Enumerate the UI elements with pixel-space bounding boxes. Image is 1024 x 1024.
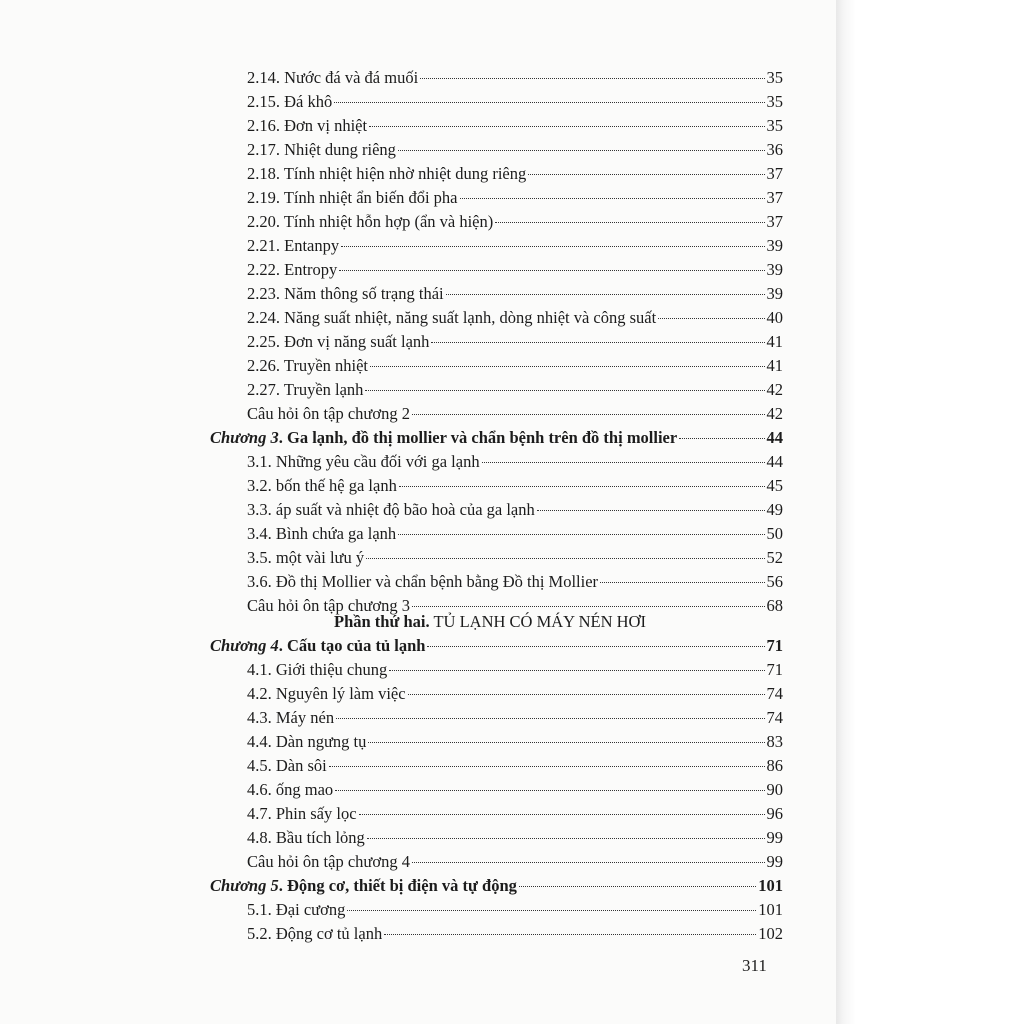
toc-entry-title: . Ga lạnh, đồ thị mollier và chẩn bệnh trên đồ thị mollier: [278, 428, 678, 447]
toc-entry-label: [247, 331, 429, 353]
toc-entry-title: 2.22. Entropy: [247, 260, 338, 279]
toc-entry-title: 2.16. Đơn vị nhiệt: [247, 116, 368, 135]
dot-leader: [366, 558, 764, 559]
toc-chapter-entry: [210, 427, 783, 449]
dot-leader: [341, 246, 764, 247]
dot-leader: [370, 366, 764, 367]
toc-entry-title: . Động cơ, thiết bị điện và tự động: [278, 876, 517, 895]
dot-leader: [495, 222, 764, 223]
toc-entry-title: 3.2. bốn thế hệ ga lạnh: [247, 476, 397, 495]
chapter-prefix: Chương 3: [210, 428, 279, 447]
dot-leader: [339, 270, 764, 271]
toc-entry-title: Câu hỏi ôn tập chương 4: [247, 852, 410, 871]
dot-leader: [365, 390, 764, 391]
dot-leader: [329, 766, 765, 767]
chapter-prefix: Chương 4: [210, 636, 279, 655]
toc-entry: [247, 259, 783, 281]
dot-leader: [412, 862, 765, 863]
toc-chapter-entry: [210, 635, 783, 657]
toc-page-number: 37: [766, 212, 783, 231]
dot-leader: [446, 294, 765, 295]
toc-entry-title: 2.24. Năng suất nhiệt, năng suất lạnh, dòng nhiệt và công suất: [247, 308, 657, 327]
toc-entry-title: 4.8. Bầu tích lỏng: [247, 828, 365, 847]
dot-leader: [336, 718, 764, 719]
dot-leader: [389, 670, 764, 671]
toc-entry: [247, 731, 783, 753]
toc-entry: [247, 403, 783, 425]
toc-entry-label: [210, 427, 677, 449]
toc-entry: [247, 355, 783, 377]
toc-page-number: 42: [766, 404, 783, 423]
toc-page-number: 35: [766, 116, 783, 135]
dot-leader: [600, 582, 764, 583]
toc-page-number: 90: [766, 780, 783, 799]
toc-entry-label: [247, 91, 332, 113]
toc-entry-label: [247, 187, 458, 209]
toc-page-number: 37: [766, 188, 783, 207]
toc-page-number: 41: [766, 356, 783, 375]
toc-entry-label: [247, 379, 363, 401]
dot-leader: [519, 886, 756, 887]
toc-entry-label: [247, 163, 526, 185]
toc-entry-label: [247, 235, 339, 257]
toc-entry: [247, 187, 783, 209]
toc-page-number: 74: [766, 708, 783, 727]
toc-entry: [247, 67, 783, 89]
toc-page-number: 45: [766, 476, 783, 495]
toc-entry-label: [247, 307, 656, 329]
toc-entry-label: [247, 259, 337, 281]
dot-leader: [335, 790, 764, 791]
toc-entry-title: 4.3. Máy nén: [247, 708, 335, 727]
toc-page-number: 39: [766, 284, 783, 303]
toc-entry: [247, 331, 783, 353]
toc-entry-label: [247, 475, 397, 497]
toc-entry-label: [247, 851, 410, 873]
toc-entry-label: [247, 67, 418, 89]
toc-entry-label: [247, 779, 333, 801]
toc-entry-label: [210, 875, 517, 897]
toc-entry-label: [247, 923, 382, 945]
toc-entry-label: [247, 451, 480, 473]
dot-leader: [679, 438, 764, 439]
toc-page-number: 99: [766, 828, 783, 847]
toc-page-number: 41: [766, 332, 783, 351]
toc-entry: [247, 755, 783, 777]
toc-entry-title: 2.19. Tính nhiệt ẩn biến đổi pha: [247, 188, 458, 207]
toc-entry-label: [247, 211, 493, 233]
toc-entry-label: [210, 635, 425, 657]
toc-entry-label: [247, 355, 368, 377]
toc-page-number: 50: [766, 524, 783, 543]
toc-page-number: 42: [766, 380, 783, 399]
toc-page-number: 39: [766, 260, 783, 279]
dot-leader: [368, 742, 764, 743]
toc-entry-label: [247, 571, 598, 593]
toc-entry: [247, 659, 783, 681]
toc-page-number: 36: [766, 140, 783, 159]
toc-page-number: 71: [766, 660, 783, 679]
toc-entry-title: 3.6. Đồ thị Mollier và chẩn bệnh bằng Đồ thị Mollier: [247, 572, 599, 591]
toc-entry-title: 2.17. Nhiệt dung riêng: [247, 140, 396, 159]
dot-leader: [412, 414, 765, 415]
toc-entry: [247, 827, 783, 849]
dot-leader: [369, 126, 764, 127]
toc-page-number: 83: [766, 732, 783, 751]
page-edge-shadow: [836, 0, 1024, 1024]
chapter-prefix: Chương 5: [210, 876, 279, 895]
toc-entry: [247, 115, 783, 137]
part-title: TỦ LẠNH CÓ MÁY NÉN HƠI: [429, 612, 646, 631]
dot-leader: [427, 646, 764, 647]
toc-entry-label: [247, 499, 535, 521]
toc-entry-label: [247, 803, 357, 825]
toc-entry-title: 3.5. một vài lưu ý: [247, 548, 365, 567]
dot-leader: [658, 318, 764, 319]
toc-page-number: 74: [766, 684, 783, 703]
toc-page-number: 68: [766, 596, 783, 615]
toc-entry-title: 2.23. Năm thông số trạng thái: [247, 284, 444, 303]
toc-entry-title: 4.2. Nguyên lý làm việc: [247, 684, 406, 703]
toc-entry: [247, 707, 783, 729]
dot-leader: [384, 934, 756, 935]
part-head: Phần thứ hai.: [334, 612, 430, 631]
toc-page-number: 101: [758, 900, 783, 919]
toc-entry-label: [247, 827, 365, 849]
toc-entry-title: 2.27. Truyền lạnh: [247, 380, 364, 399]
toc-entry-label: [247, 547, 364, 569]
toc-entry: [247, 923, 783, 945]
toc-entry-title: 4.4. Dàn ngưng tụ: [247, 732, 367, 751]
toc-page-number: 86: [766, 756, 783, 775]
toc-page-number: 101: [758, 876, 783, 895]
toc-entry-title: 4.7. Phin sấy lọc: [247, 804, 357, 823]
dot-leader: [460, 198, 765, 199]
toc-entry-label: [247, 659, 387, 681]
toc-entry-label: [247, 899, 345, 921]
toc-entry: [247, 779, 783, 801]
toc-page-number: 52: [766, 548, 783, 567]
dot-leader: [408, 694, 765, 695]
toc-entry-title: Câu hỏi ôn tập chương 3: [247, 596, 410, 615]
toc-page-number: 99: [766, 852, 783, 871]
toc-entry: [247, 851, 783, 873]
toc-entry-title: 2.14. Nước đá và đá muối: [247, 68, 419, 87]
toc-entry: [247, 523, 783, 545]
dot-leader: [482, 462, 765, 463]
toc-entry: [247, 211, 783, 233]
toc-entry-label: [247, 731, 366, 753]
dot-leader: [398, 534, 764, 535]
dot-leader: [347, 910, 756, 911]
dot-leader: [431, 342, 764, 343]
toc-entry-label: [247, 707, 334, 729]
toc-entry: [247, 683, 783, 705]
toc-entry: [247, 235, 783, 257]
dot-leader: [399, 486, 765, 487]
dot-leader: [420, 78, 764, 79]
dot-leader: [528, 174, 764, 175]
toc-page-number: 35: [766, 68, 783, 87]
toc-entry-title: Câu hỏi ôn tập chương 2: [247, 404, 410, 423]
toc-entry: [247, 899, 783, 921]
toc-entry: [247, 547, 783, 569]
toc-entry: [247, 803, 783, 825]
toc-entry-title: 2.25. Đơn vị năng suất lạnh: [247, 332, 430, 351]
toc-entry: [247, 307, 783, 329]
toc-entry: [247, 139, 783, 161]
part-heading: [334, 611, 646, 633]
toc-entry-title: 3.4. Bình chứa ga lạnh: [247, 524, 397, 543]
dot-leader: [537, 510, 765, 511]
toc-page-number: 102: [758, 924, 783, 943]
toc-entry: [247, 451, 783, 473]
toc-entry: [247, 163, 783, 185]
toc-entry-label: [247, 115, 367, 137]
toc-page-number: 71: [766, 636, 783, 655]
toc-page-number: 49: [766, 500, 783, 519]
toc-entry-label: [247, 755, 327, 777]
toc-entry-title: 2.15. Đá khô: [247, 92, 333, 111]
toc-page-number: 35: [766, 92, 783, 111]
toc-entry-label: [247, 403, 410, 425]
toc-entry: [247, 283, 783, 305]
dot-leader: [334, 102, 764, 103]
toc-chapter-entry: [210, 875, 783, 897]
dot-leader: [412, 606, 765, 607]
toc-entry-title: 5.2. Động cơ tủ lạnh: [247, 924, 383, 943]
toc-entry: [247, 91, 783, 113]
toc-entry-title: 4.6. ống mao: [247, 780, 334, 799]
toc-page-number: 37: [766, 164, 783, 183]
toc-entry-label: [247, 683, 406, 705]
toc-entry-label: [247, 523, 396, 545]
toc-entry-label: [247, 283, 444, 305]
toc-entry: [247, 475, 783, 497]
toc-page-number: 44: [766, 452, 783, 471]
toc-entry-title: 3.1. Những yêu cầu đối với ga lạnh: [247, 452, 480, 471]
toc-page-number: 44: [766, 428, 783, 447]
toc-entry-label: [247, 139, 396, 161]
dot-leader: [367, 838, 765, 839]
toc-entry: [247, 379, 783, 401]
dot-leader: [398, 150, 765, 151]
toc-entry-title: 5.1. Đại cương: [247, 900, 346, 919]
toc-entry-title: . Cấu tạo của tủ lạnh: [278, 636, 426, 655]
toc-page-number: 56: [766, 572, 783, 591]
dot-leader: [359, 814, 765, 815]
toc-entry-title: 2.21. Entanpy: [247, 236, 340, 255]
toc-page-number: 96: [766, 804, 783, 823]
page-number: 311: [742, 956, 767, 975]
toc-entry-title: 2.20. Tính nhiệt hỗn hợp (ẩn và hiện): [247, 212, 494, 231]
toc-entry: [247, 571, 783, 593]
toc-page-number: 39: [766, 236, 783, 255]
toc-entry-title: 4.1. Giới thiệu chung: [247, 660, 388, 679]
toc-entry-title: 4.5. Dàn sôi: [247, 756, 327, 775]
toc-entry-title: 3.3. áp suất và nhiệt độ bão hoà của ga lạnh: [247, 500, 535, 519]
toc-entry-title: 2.26. Truyền nhiệt: [247, 356, 369, 375]
toc-page-number: 40: [766, 308, 783, 327]
toc-entry: [247, 499, 783, 521]
toc-entry-title: 2.18. Tính nhiệt hiện nhờ nhiệt dung riêng: [247, 164, 527, 183]
